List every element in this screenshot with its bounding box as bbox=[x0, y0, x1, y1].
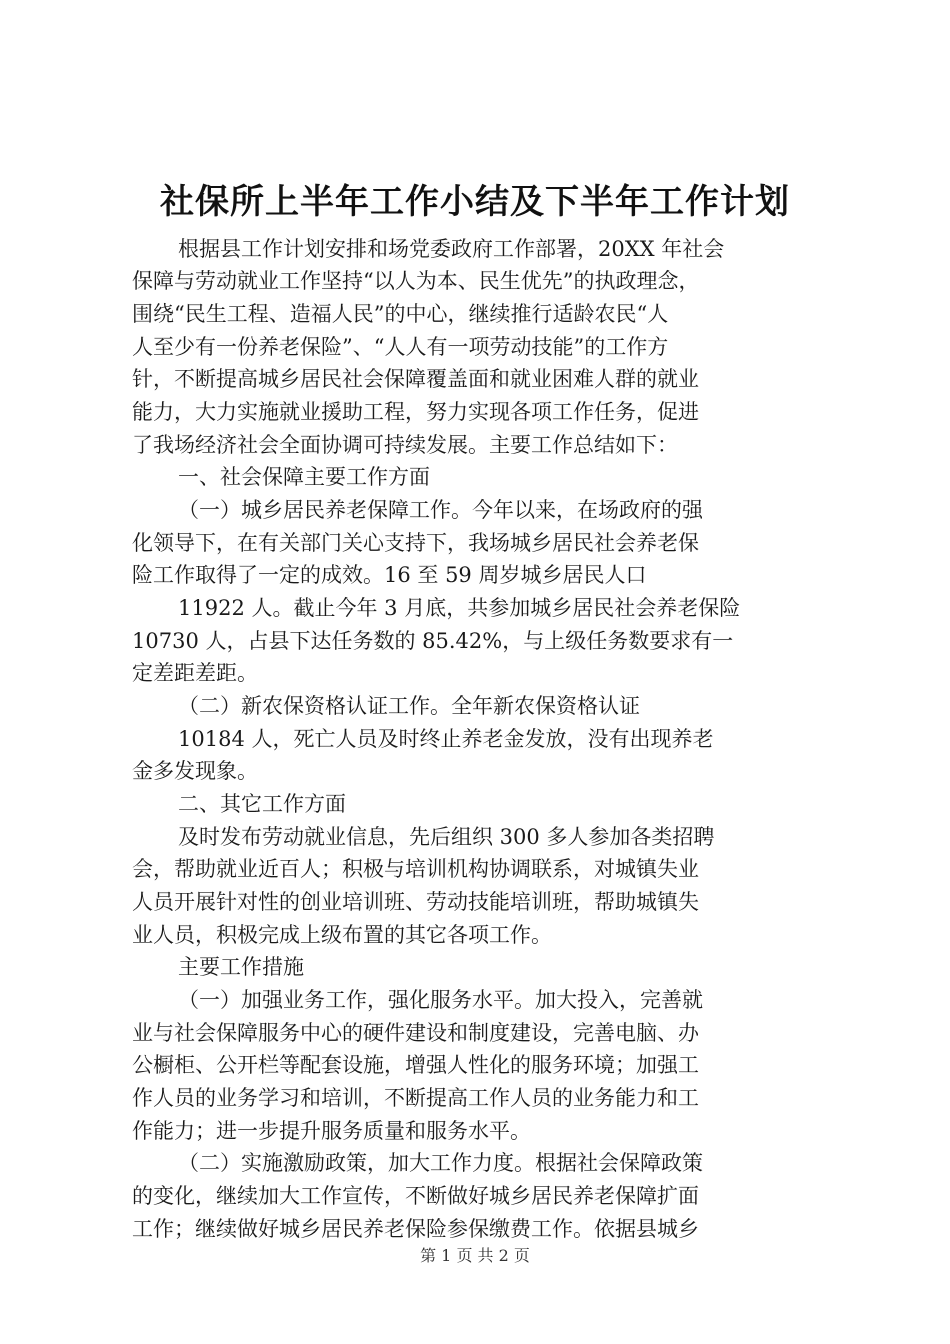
body-line: （二）新农保资格认证工作。全年新农保资格认证 bbox=[178, 694, 640, 718]
body-line: 险工作取得了一定的成效。16 至 59 周岁城乡居民人口 bbox=[132, 563, 647, 587]
body-line: （一）城乡居民养老保障工作。今年以来，在场政府的强 bbox=[178, 498, 703, 522]
body-line: 定差距差距。 bbox=[132, 661, 258, 685]
body-line: 的变化，继续加大工作宣传，不断做好城乡居民养老保障扩面 bbox=[132, 1184, 699, 1208]
body-line: （二）实施激励政策，加大工作力度。根据社会保障政策 bbox=[178, 1151, 703, 1175]
body-line: 了我场经济社会全面协调可持续发展。主要工作总结如下： bbox=[132, 433, 678, 457]
body-line: 业与社会保障服务中心的硬件建设和制度建设，完善电脑、办 bbox=[132, 1021, 699, 1045]
body-line: 人至少有一份养老保险”、“人人有一项劳动技能”的工作方 bbox=[132, 335, 669, 359]
body-line: 能力，大力实施就业援助工程，努力实现各项工作任务，促进 bbox=[132, 400, 699, 424]
body-line: 10184 人，死亡人员及时终止养老金发放，没有出现养老 bbox=[178, 727, 714, 751]
body-line: 针，不断提高城乡居民社会保障覆盖面和就业困难人群的就业 bbox=[132, 367, 699, 391]
document-title: 社保所上半年工作小结及下半年工作计划 bbox=[160, 182, 790, 222]
section-heading: 一、社会保障主要工作方面 bbox=[178, 465, 430, 489]
body-line: 11922 人。截止今年 3 月底，共参加城乡居民社会养老保险 bbox=[178, 596, 741, 620]
body-line: 保障与劳动就业工作坚持“以人为本、民生优先”的执政理念， bbox=[132, 269, 700, 293]
body-line: 人员开展针对性的创业培训班、劳动技能培训班，帮助城镇失 bbox=[132, 890, 699, 914]
body-line: 围绕“民生工程、造福人民”的中心，继续推行适龄农民“人 bbox=[132, 302, 669, 326]
body-line: 及时发布劳动就业信息，先后组织 300 多人参加各类招聘 bbox=[178, 825, 715, 849]
body-line: 会，帮助就业近百人；积极与培训机构协调联系，对城镇失业 bbox=[132, 857, 699, 881]
body-line: 金多发现象。 bbox=[132, 759, 258, 783]
body-line: 10730 人，占县下达任务数的 85.42%，与上级任务数要求有一 bbox=[132, 629, 734, 653]
body-line: 业人员，积极完成上级布置的其它各项工作。 bbox=[132, 923, 552, 947]
page-number: 第 1 页 共 2 页 bbox=[420, 1246, 530, 1265]
body-line: （一）加强业务工作，强化服务水平。加大投入，完善就 bbox=[178, 988, 703, 1012]
section-heading: 主要工作措施 bbox=[178, 955, 304, 979]
section-heading: 二、其它工作方面 bbox=[178, 792, 346, 816]
body-line: 工作；继续做好城乡居民养老保险参保缴费工作。依据县城乡 bbox=[132, 1217, 699, 1241]
body-line: 根据县工作计划安排和场党委政府工作部署，20XX 年社会 bbox=[178, 237, 725, 261]
body-line: 化领导下，在有关部门关心支持下，我场城乡居民社会养老保 bbox=[132, 531, 699, 555]
body-line: 公橱柜、公开栏等配套设施，增强人性化的服务环境；加强工 bbox=[132, 1053, 699, 1077]
body-line: 作能力；进一步提升服务质量和服务水平。 bbox=[132, 1119, 531, 1143]
body-line: 作人员的业务学习和培训，不断提高工作人员的业务能力和工 bbox=[132, 1086, 699, 1110]
